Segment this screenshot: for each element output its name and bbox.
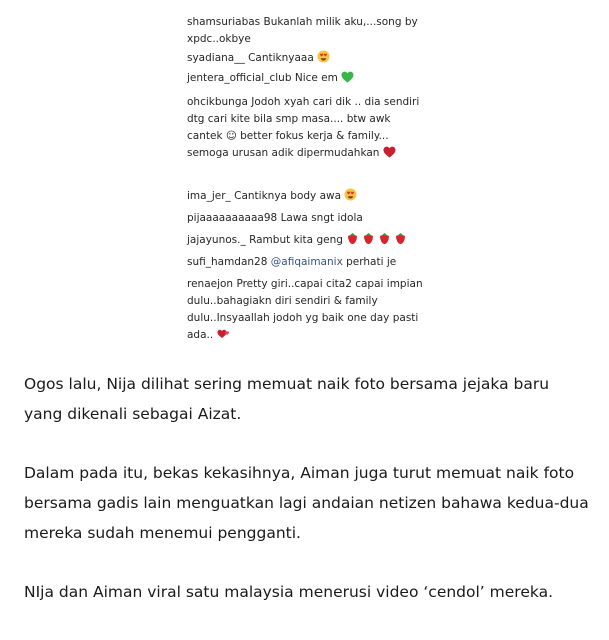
comment	[187, 50, 427, 67]
instagram-comments-screenshot	[169, 0, 434, 343]
comment-text: Cantiknyaaa	[248, 52, 314, 64]
article-body	[24, 369, 589, 636]
comment	[187, 232, 427, 249]
article-paragraph: NIja dan Aiman viral satu malaysia menerusi video ‘cendol’ mereka.	[24, 583, 553, 601]
article-paragraph: Dalam pada itu, bekas kekasihnya, Aiman juga turut memuat naik foto bersama gadis lain menguatkan lagi andaian netizen bahawa kedua-dua mereka sudah menemui pengganti.	[24, 464, 589, 542]
two-hearts-icon	[217, 328, 231, 340]
article-paragraph: Ogos lalu, Nija dilihat sering memuat naik foto bersama jejaka baru yang dikenali sebagai Aizat.	[24, 375, 550, 423]
comment	[187, 210, 427, 227]
comment-username: ohcikbunga	[187, 96, 248, 108]
comment-text: Cantiknya body awa	[234, 190, 342, 202]
comment	[187, 254, 427, 271]
comment-username: renaejon	[187, 278, 234, 290]
comment-text: Pretty giri..capai cita2 capai impian dulu..bahagiakn diri sendiri & family dulu..Insyaallah jodoh yg baik one day pasti ada..	[187, 278, 423, 341]
comment-username: sufi_hamdan28	[187, 256, 268, 268]
comment-username: jentera_official_club	[187, 72, 292, 84]
comment-username: ima_jer_	[187, 190, 231, 202]
comment	[187, 188, 427, 205]
red-heart-icon	[383, 146, 396, 158]
comment-text: Lawa sngt idola	[280, 212, 363, 224]
comment-username: pijaaaaaaaaaa98	[187, 212, 278, 224]
comment-text: Jodoh xyah cari dik .. dia sendiri dtg cari kite bila smp masa.... btw awk cantek ☺ better fokus kerja & family... semoga urusan adik dipermudahkan	[187, 96, 420, 159]
heart-eyes-emoji-icon	[344, 188, 357, 201]
comment	[187, 276, 427, 343]
comment-username: syadiana__	[187, 52, 245, 64]
comment-username: shamsuriabas	[187, 16, 261, 28]
strawberry-icon	[346, 232, 410, 245]
comment	[187, 70, 427, 87]
comment-text: perhati je	[346, 256, 397, 268]
heart-eyes-emoji-icon	[317, 50, 330, 63]
comment-username: jajayunos._	[187, 234, 246, 246]
comment	[187, 94, 427, 162]
green-heart-icon	[341, 71, 354, 83]
comment-text: Bukanlah milik aku,...song by xpdc..okbye	[187, 16, 418, 45]
comment-text: Rambut kita geng	[249, 234, 343, 246]
comment	[187, 14, 427, 48]
comment-text: Nice em	[294, 72, 338, 84]
mention-link[interactable]: @afiqaimanix	[270, 256, 343, 268]
